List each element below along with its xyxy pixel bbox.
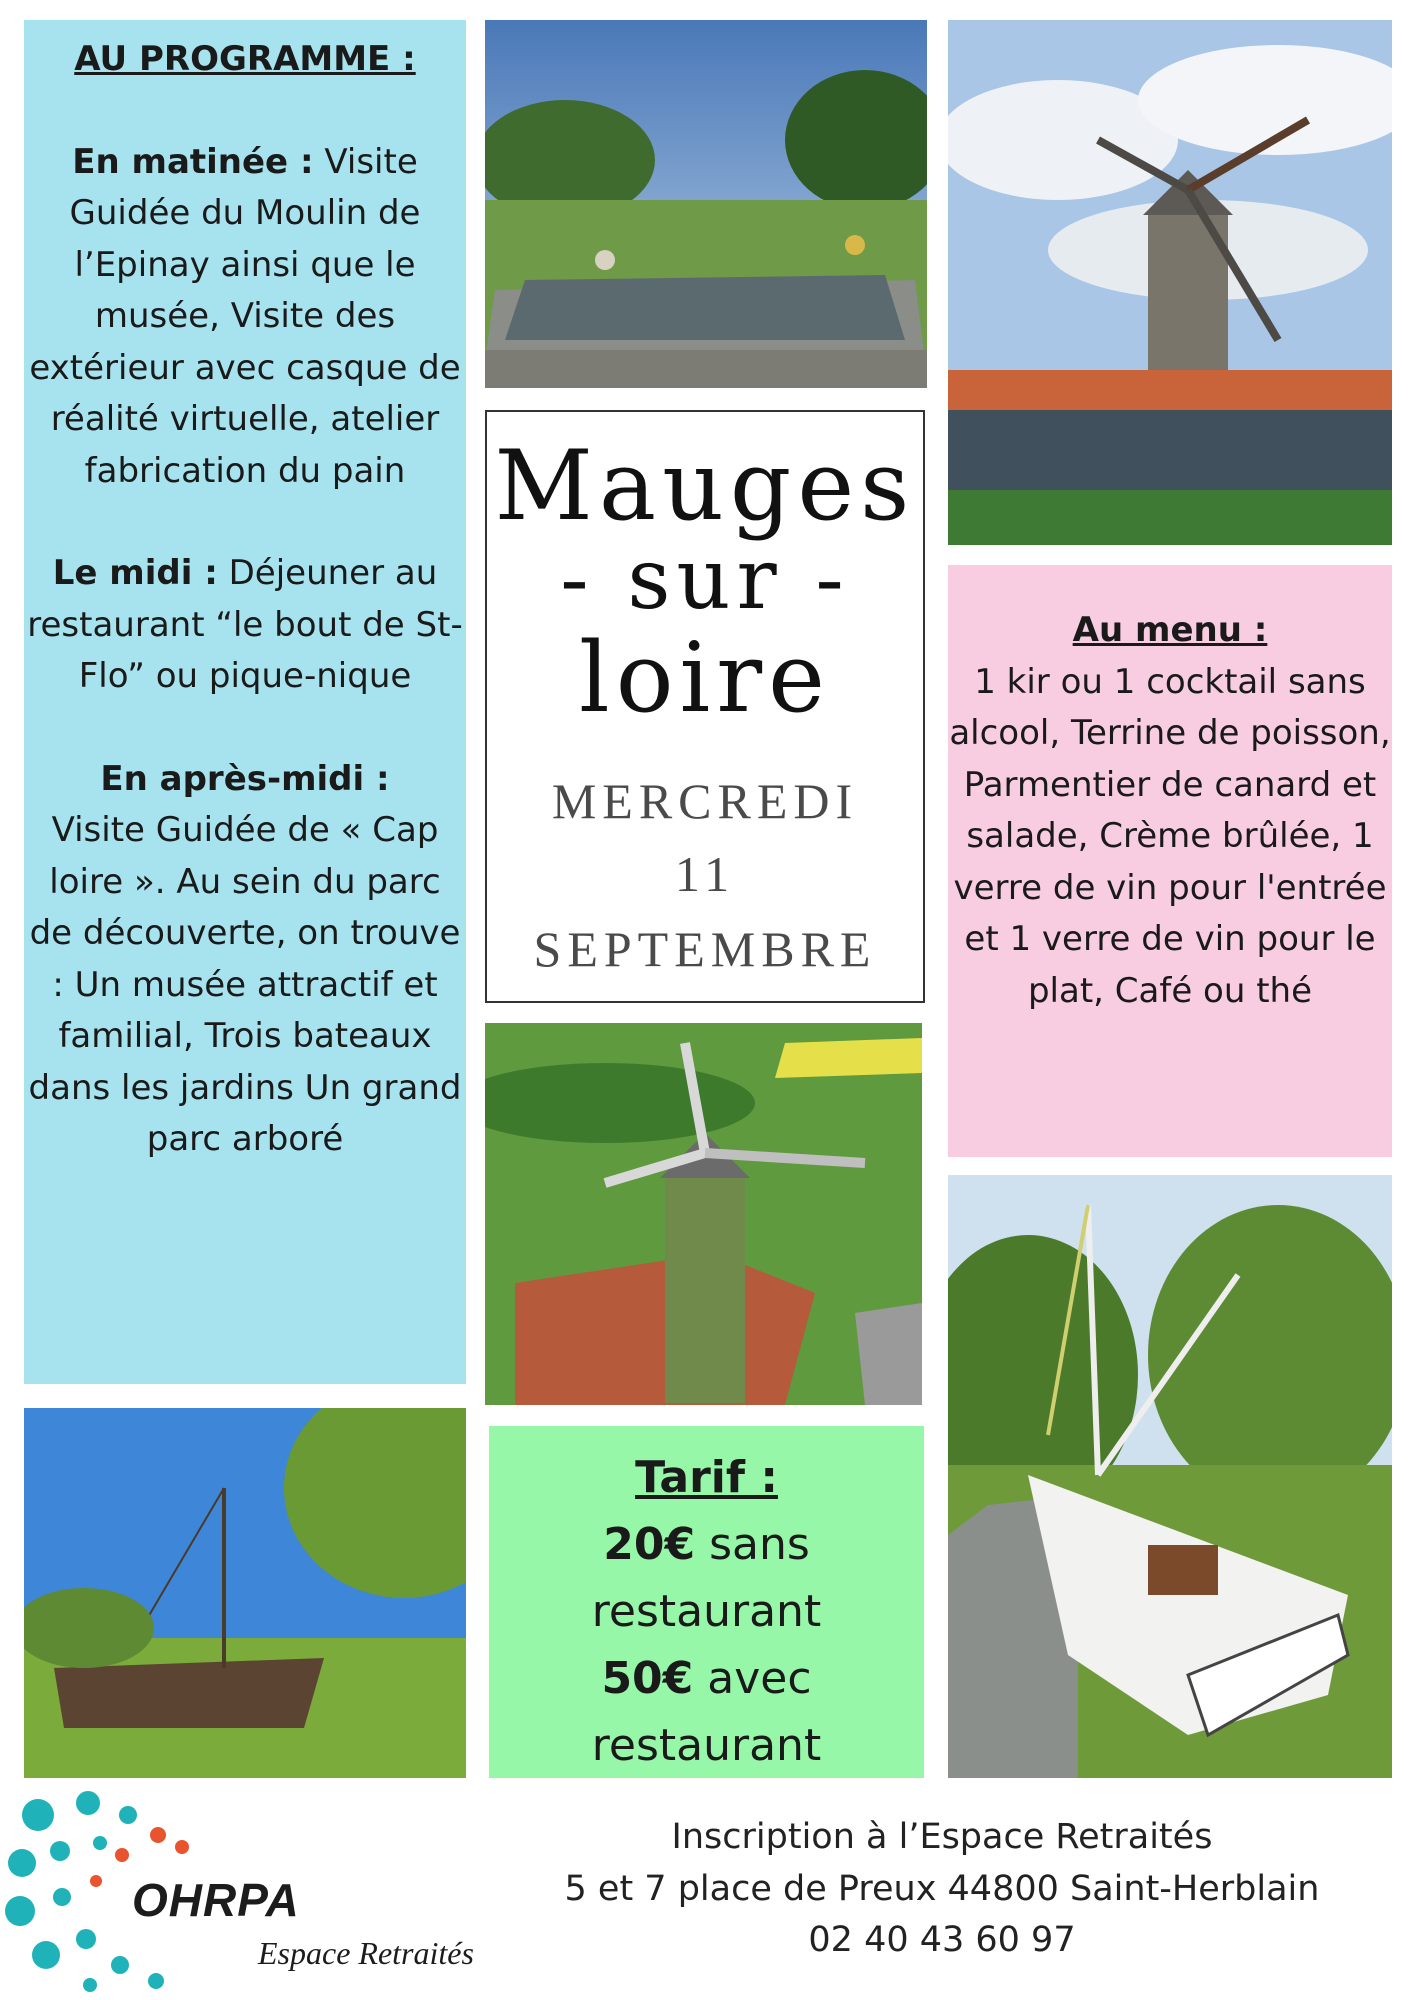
program-box bbox=[24, 20, 466, 1384]
menu-box bbox=[948, 565, 1392, 1157]
price-1: 20€ bbox=[603, 1519, 696, 1570]
morning-label: En matinée : bbox=[72, 141, 314, 182]
menu-heading: Au menu : bbox=[1072, 610, 1268, 650]
windmill-building-photo bbox=[948, 20, 1392, 545]
tarif-line-1 bbox=[489, 1511, 924, 1645]
afternoon-label: En après-midi : bbox=[100, 758, 390, 799]
date-weekday: MERCREDI bbox=[551, 773, 859, 829]
noon-label: Le midi : bbox=[52, 553, 218, 593]
date-month: SEPTEMBRE bbox=[533, 921, 877, 977]
tarif-line-2 bbox=[489, 1645, 924, 1779]
program-morning bbox=[24, 137, 466, 498]
morning-text: Visite Guidée du Moulin de l’Epinay ainsi que le musée, Visite des extérieur avec casque de réalité virtuelle, atelier fabrication du pain bbox=[29, 141, 461, 491]
ohrpa-logo bbox=[0, 1785, 480, 2000]
logo-name: OHRPA bbox=[132, 1874, 300, 1926]
date-day: 11 bbox=[674, 846, 736, 902]
garden-pond-photo bbox=[485, 20, 927, 388]
tarif-heading: Tarif : bbox=[635, 1452, 778, 1503]
cap-vert-boat-photo bbox=[948, 1175, 1392, 1778]
title-line-1: Mauges bbox=[494, 430, 916, 542]
price-2-text: avec restaurant bbox=[591, 1653, 822, 1771]
event-title-box bbox=[485, 410, 925, 1003]
title-line-3: loire bbox=[579, 622, 831, 734]
title-line-2: - sur - bbox=[560, 530, 850, 628]
registration-footer bbox=[470, 1812, 1414, 1967]
afternoon-text: Visite Guidée de « Cap loire ». Au sein du parc de découverte, on trouve : Un musée attractif et familial, Trois bateaux dans les jardins Un grand parc arboré bbox=[28, 810, 462, 1159]
aerial-windmill-photo bbox=[485, 1023, 922, 1405]
riverbank-boat-photo bbox=[24, 1408, 466, 1778]
tarif-box bbox=[489, 1426, 924, 1778]
menu-text: 1 kir ou 1 cocktail sans alcool, Terrine de poisson, Parmentier de canard et salade, Crème brûlée, 1 verre de vin pour l'entrée et 1 verre de vin pour le plat, Café ou thé bbox=[949, 661, 1391, 1011]
program-heading: AU PROGRAMME : bbox=[74, 39, 416, 79]
logo-subtitle: Espace Retraités bbox=[258, 1935, 474, 1971]
footer-address: 5 et 7 place de Preux 44800 Saint-Herblain bbox=[564, 1868, 1320, 1909]
price-2: 50€ bbox=[601, 1653, 694, 1704]
footer-phone: 02 40 43 60 97 bbox=[808, 1920, 1076, 1960]
price-1-text: sans restaurant bbox=[591, 1519, 822, 1637]
program-noon bbox=[24, 548, 466, 703]
footer-line-1: Inscription à l’Espace Retraités bbox=[671, 1817, 1213, 1857]
noon-text: Déjeuner au restaurant “le bout de St-Flo” ou pique-nique bbox=[27, 553, 463, 696]
